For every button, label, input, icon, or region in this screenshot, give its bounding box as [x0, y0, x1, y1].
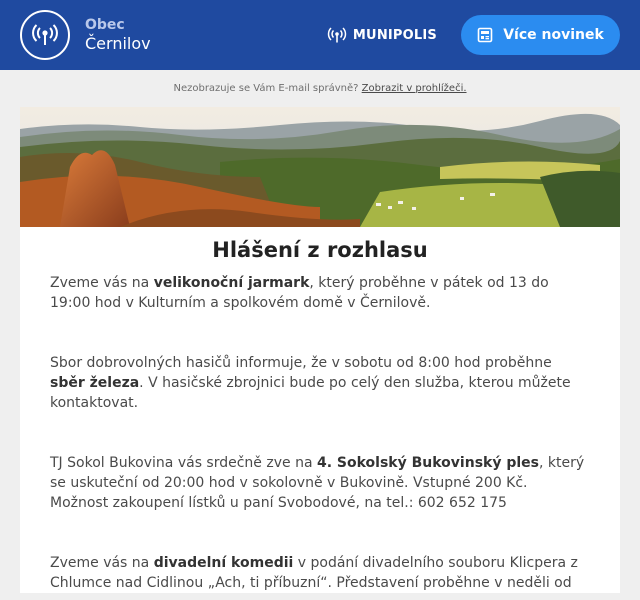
p1-text-c: , který proběhne v pátek od 13 do 19:00 hod v Kulturním a spolkovém domě v Černilově.: [50, 275, 549, 311]
announcement-4: [50, 553, 590, 593]
p3-highlight: 4. Sokolský Bukovinský ples: [316, 455, 539, 471]
broadcast-icon: [20, 10, 70, 60]
more-news-button[interactable]: [461, 15, 620, 55]
landscape-image: [20, 107, 620, 227]
p3-text-c: , který se uskuteční od 20:00 hod v sokolovně v Bukovině. Vstupné 200 Kč. Možnost zakoupení lístků u paní Svobodové, na tel.: 602 652 175: [50, 455, 585, 511]
header: [0, 0, 640, 70]
p1-text-a: Zveme vás na: [50, 275, 154, 291]
p2-text-a: Sbor dobrovolných hasičů informuje, že v sobotu od 8:00 hod proběhne: [50, 355, 552, 371]
article-card: [20, 107, 620, 593]
announcement-1: [50, 273, 590, 313]
partner-name: MUNIPOLIS: [352, 27, 437, 43]
p4-text-a: Zveme vás na: [50, 555, 154, 571]
view-in-browser-link[interactable]: Zobrazit v prohlížeči.: [361, 83, 467, 94]
more-news-label: Více novinek: [503, 27, 604, 43]
notice-text: Nezobrazuje se Vám E-mail správně?: [173, 83, 359, 94]
p2-highlight: sběr železa: [50, 375, 140, 391]
view-notice: [0, 70, 640, 107]
munipolis-icon: [327, 25, 347, 45]
p1-highlight: velikonoční jarmark: [153, 275, 310, 291]
article-title: Hlášení z rozhlasu: [212, 238, 428, 262]
partner-logo[interactable]: [327, 25, 437, 45]
org-label: Obec: [85, 17, 125, 33]
announcement-2: [50, 353, 590, 413]
p3-text-a: TJ Sokol Bukovina vás srdečně zve na: [50, 455, 317, 471]
p2-text-c: . V hasičské zbrojnici bude po celý den služba, kterou můžete kontaktovat.: [50, 375, 571, 411]
article-content: [20, 273, 620, 593]
announcement-3: [50, 453, 590, 513]
p4-text-c: v podání divadelního souboru Klicpera z Chlumce nad Cidlinou „Ach, ti příbuzní“. Představení proběhne v neděli od: [50, 555, 578, 591]
org-name: Černilov: [85, 33, 151, 53]
p4-highlight: divadelní komedii: [153, 555, 294, 571]
news-icon: [477, 27, 493, 43]
brand[interactable]: [20, 10, 151, 60]
